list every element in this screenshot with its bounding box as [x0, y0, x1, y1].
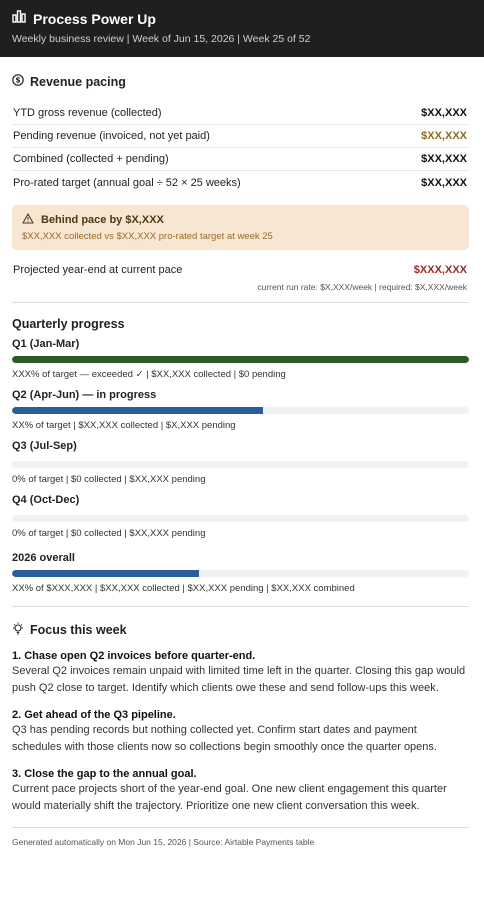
quarter-q2: [12, 389, 469, 431]
progress-bar-track: [12, 515, 469, 522]
quarter-q3: [12, 440, 469, 485]
progress-bar-fill: [12, 570, 199, 577]
quarter-description: XXX% of target — exceeded ✓ | $XX,XXX collected | $0 pending: [12, 369, 286, 380]
projection-block: [12, 264, 469, 292]
quarter-label: Q4 (Oct-Dec): [12, 494, 80, 506]
svg-text:$: $: [15, 75, 21, 85]
progress-bar-track: [12, 570, 469, 577]
quarterly-progress-section: [12, 303, 469, 594]
behind-pace-alert: [12, 205, 469, 250]
report-header: [0, 0, 484, 57]
alert-title-row: [22, 213, 459, 227]
progress-bar-fill: [12, 407, 263, 414]
quarter-label: Q3 (Jul-Sep): [12, 440, 77, 452]
year-overall: [12, 552, 469, 594]
quarter-label: Q2 (Apr-Jun) — in progress: [12, 389, 157, 401]
focus-item-title: 2. Get ahead of the Q3 pipeline.: [12, 709, 176, 721]
revenue-pacing-section: [12, 57, 469, 292]
revenue-table: [12, 102, 469, 194]
report-subtitle: Weekly business review | Week of Jun 15, 2026 | Week 25 of 52: [12, 33, 311, 45]
quarter-description: XX% of target | $XX,XXX collected | $X,XXX pending: [12, 420, 236, 431]
revenue-row-label: YTD gross revenue (collected): [13, 107, 162, 119]
bar-chart-icon: [12, 10, 26, 28]
revenue-row-target: [12, 171, 469, 194]
revenue-row-value: $XX,XXX: [421, 176, 467, 189]
revenue-row-value: $XX,XXX: [421, 130, 467, 142]
quarter-description: 0% of target | $0 collected | $XX,XXX pending: [12, 474, 206, 485]
projection-value: $XXX,XXX: [413, 264, 467, 276]
revenue-row-ytd: [12, 102, 469, 125]
quarter-q4: [12, 494, 469, 539]
focus-item-title: 1. Chase open Q2 invoices before quarter-end.: [12, 650, 256, 662]
revenue-row-label: Combined (collected + pending): [13, 153, 169, 165]
revenue-pacing-heading: [12, 74, 469, 89]
progress-bar-track: [12, 461, 469, 468]
alert-description: $XX,XXX collected vs $XX,XXX pro-rated target at week 25: [22, 231, 273, 242]
report-content: [0, 57, 484, 847]
focus-item: [12, 650, 469, 697]
lightbulb-icon: [12, 622, 24, 638]
progress-bar-track: [12, 407, 469, 414]
focus-heading: [12, 622, 469, 638]
header-title-row: [12, 10, 472, 28]
focus-title: Focus this week: [30, 623, 127, 637]
focus-section: [12, 607, 469, 815]
revenue-pacing-title: Revenue pacing: [30, 74, 126, 89]
report-title: Process Power Up: [33, 11, 156, 27]
alert-title: Behind pace by $X,XXX: [41, 214, 164, 226]
revenue-row-pending: [12, 125, 469, 148]
revenue-row-combined: [12, 148, 469, 171]
revenue-row-label: Pro-rated target (annual goal ÷ 52 × 25 weeks): [13, 176, 241, 189]
focus-item-body: Several Q2 invoices remain unpaid with limited time left in the quarter. Closing this gap would push Q2 close to target. Identify which clients owe these and send follow-ups this week.: [12, 665, 466, 694]
focus-item-title: 3. Close the gap to the annual goal.: [12, 768, 197, 780]
focus-item-body: Q3 has pending records but nothing collected yet. Confirm start dates and payment schedules with those clients now so collections begin smoothly once the quarter opens.: [12, 724, 437, 753]
revenue-row-label: Pending revenue (invoiced, not yet paid): [13, 130, 210, 142]
projection-run-rate: current run rate: $X,XXX/week | required: $X,XXX/week: [257, 282, 467, 292]
quarter-label: 2026 overall: [12, 552, 75, 564]
focus-item: [12, 768, 469, 815]
report-footer: Generated automatically on Mon Jun 15, 2026 | Source: Airtable Payments table: [12, 827, 469, 847]
revenue-row-value: $XX,XXX: [421, 107, 467, 119]
dollar-circle-icon: [12, 74, 24, 89]
focus-item-body: Current pace projects short of the year-end goal. One new client engagement this quarter would materially shift the trajectory. Prioritize one new client conversation this week.: [12, 783, 447, 812]
projection-label: Projected year-end at current pace: [13, 264, 183, 276]
quarter-q1: [12, 338, 469, 380]
quarterly-progress-title: Quarterly progress: [12, 317, 125, 331]
progress-bar-track: [12, 356, 469, 363]
projection-row: [12, 264, 469, 276]
focus-item: [12, 709, 469, 756]
revenue-row-value: $XX,XXX: [421, 153, 467, 165]
quarter-label: Q1 (Jan-Mar): [12, 338, 80, 350]
warning-triangle-icon: [22, 213, 34, 227]
quarter-description: 0% of target | $0 collected | $XX,XXX pending: [12, 528, 206, 539]
progress-bar-fill: [12, 356, 469, 363]
quarter-description: XX% of $XXX,XXX | $XX,XXX collected | $XX,XXX pending | $XX,XXX combined: [12, 583, 355, 594]
